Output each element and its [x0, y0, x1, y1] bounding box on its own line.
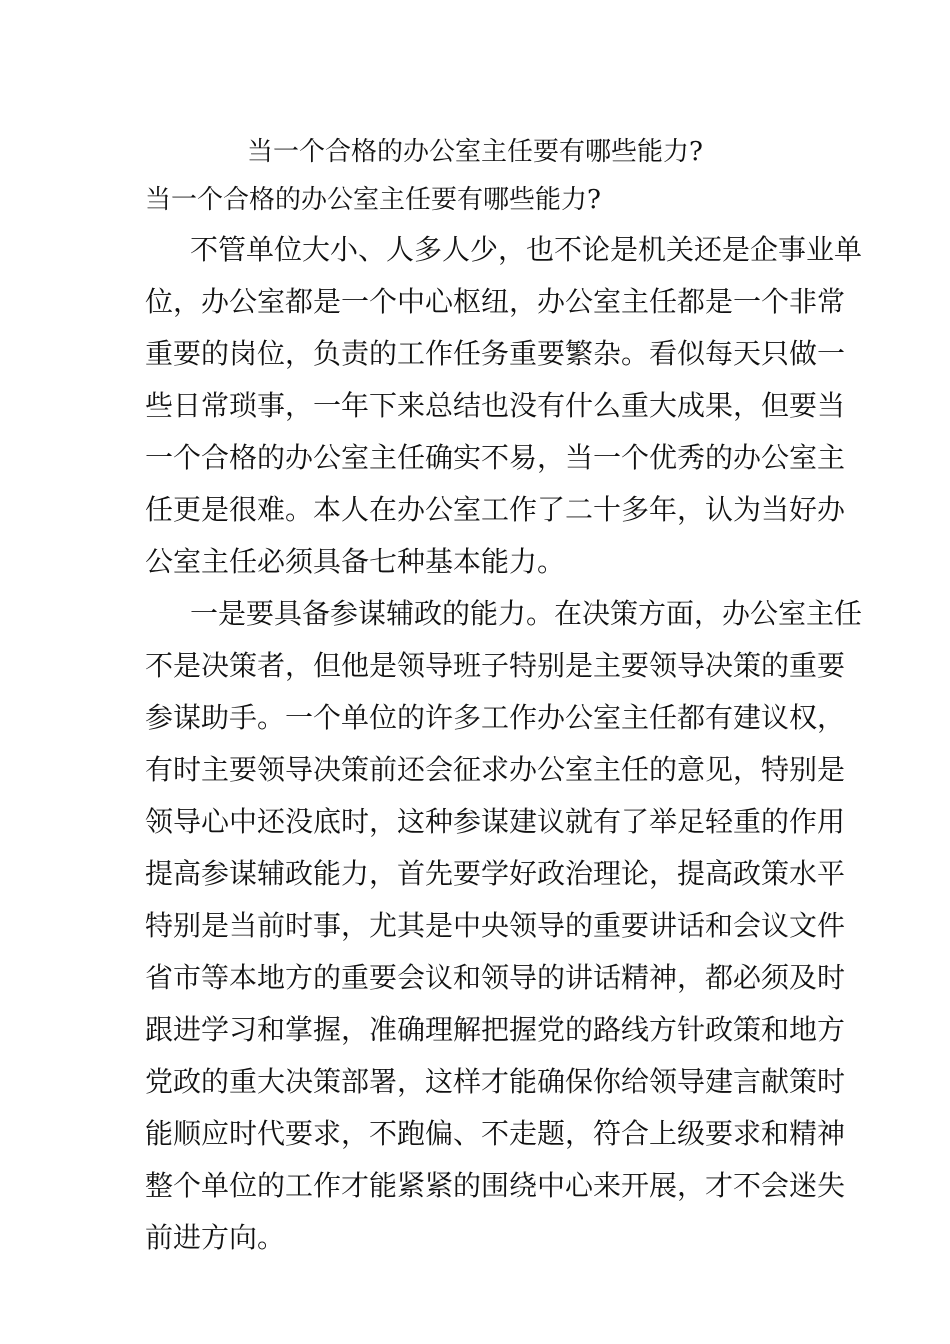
- paragraph-2-line-6: 提高参谋辅政能力，首先要学好政治理论，提高政策水平: [145, 857, 846, 890]
- paragraph-2-line-4: 有时主要领导决策前还会征求办公室主任的意见，特别是: [145, 753, 846, 786]
- paragraph-1-line-7: 公室主任必须具备七种基本能力。: [145, 545, 566, 578]
- paragraph-2-line-1: 一是要具备参谋辅政的能力。在决策方面，办公室主任: [190, 597, 863, 630]
- paragraph-2-line-7: 特别是当前时事，尤其是中央领导的重要讲话和会议文件: [145, 909, 846, 942]
- paragraph-1-line-5: 一个合格的办公室主任确实不易，当一个优秀的办公室主: [145, 441, 846, 474]
- paragraph-1-line-3: 重要的岗位，负责的工作任务重要繁杂。看似每天只做一: [145, 337, 846, 370]
- paragraph-2-line-11: 能顺应时代要求，不跑偏、不走题，符合上级要求和精神: [145, 1117, 846, 1150]
- paragraph-1-line-1: 不管单位大小、人多人少，也不论是机关还是企事业单: [190, 233, 863, 266]
- paragraph-2-line-5: 领导心中还没底时，这种参谋建议就有了举足轻重的作用: [145, 805, 846, 838]
- paragraph-2-line-3: 参谋助手。一个单位的许多工作办公室主任都有建议权，: [145, 701, 846, 734]
- paragraph-1-line-2: 位，办公室都是一个中心枢纽，办公室主任都是一个非常: [145, 285, 846, 318]
- paragraph-2-line-9: 跟进学习和掌握，准确理解把握党的路线方针政策和地方: [145, 1013, 846, 1046]
- paragraph-2-line-13: 前进方向。: [145, 1221, 286, 1254]
- paragraph-2-line-8: 省市等本地方的重要会议和领导的讲话精神，都必须及时: [145, 961, 846, 994]
- paragraph-1-line-6: 任更是很难。本人在办公室工作了二十多年，认为当好办: [145, 493, 846, 526]
- document-title: 当一个合格的办公室主任要有哪些能力?: [247, 137, 703, 167]
- paragraph-2-line-2: 不是决策者，但他是领导班子特别是主要领导决策的重要: [145, 649, 846, 682]
- document-subtitle: 当一个合格的办公室主任要有哪些能力?: [145, 185, 601, 215]
- paragraph-2-line-10: 党政的重大决策部署，这样才能确保你给领导建言献策时: [145, 1065, 846, 1098]
- paragraph-1-line-4: 些日常琐事，一年下来总结也没有什么重大成果，但要当: [145, 389, 846, 422]
- paragraph-2-line-12: 整个单位的工作才能紧紧的围绕中心来开展，才不会迷失: [145, 1169, 846, 1202]
